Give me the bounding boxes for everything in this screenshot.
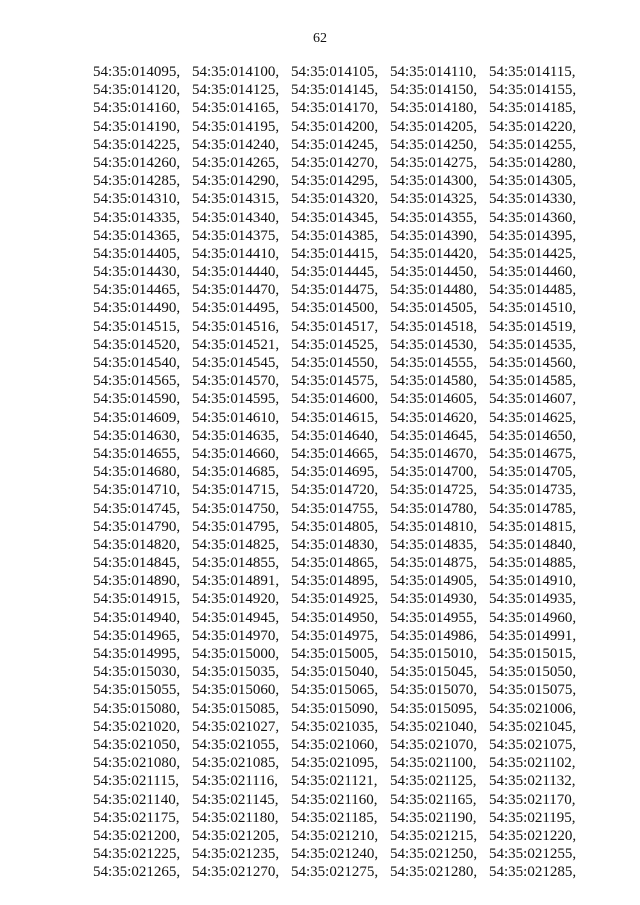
cadastral-number: 54:35:021210, [291, 827, 379, 844]
cadastral-number: 54:35:014390, [390, 227, 478, 244]
cadastral-number: 54:35:014516, [192, 318, 280, 335]
cadastral-number: 54:35:014845, [93, 555, 181, 572]
cadastral-number: 54:35:014605, [390, 391, 478, 408]
cadastral-number: 54:35:015010, [390, 646, 478, 662]
cadastral-number: 54:35:014170, [291, 100, 379, 117]
cadastral-number: 54:35:014595, [192, 391, 280, 408]
cadastral-number: 54:35:015050, [489, 664, 577, 681]
cadastral-number: 54:35:014145, [291, 82, 379, 99]
cadastral-number: 54:35:014755, [291, 500, 379, 517]
cadastral-number: 54:35:014115, [489, 64, 576, 80]
cadastral-number: 54:35:014895, [291, 573, 379, 590]
cadastral-number: 54:35:014518, [390, 318, 478, 335]
cadastral-number: 54:35:021185, [291, 809, 378, 826]
cadastral-number: 54:35:014405, [93, 245, 181, 262]
cadastral-number: 54:35:014505, [390, 300, 478, 317]
cadastral-number: 54:35:014780, [390, 500, 478, 517]
cadastral-number: 54:35:014950, [291, 609, 379, 626]
cadastral-number: 54:35:014470, [192, 282, 280, 299]
cadastral-number: 54:35:014280, [489, 154, 577, 171]
cadastral-number: 54:35:014155, [489, 82, 577, 99]
cadastral-number: 54:35:014220, [489, 118, 577, 135]
cadastral-number: 54:35:015045, [390, 664, 478, 681]
cadastral-number: 54:35:014970, [192, 627, 280, 644]
cadastral-number: 54:35:014655, [93, 445, 181, 462]
cadastral-number: 54:35:014100, [192, 64, 280, 80]
cadastral-number: 54:35:014705, [489, 464, 577, 481]
cadastral-number: 54:35:014305, [489, 173, 577, 190]
cadastral-number: 54:35:014125, [192, 82, 280, 99]
cadastral-number: 54:35:015015, [489, 646, 577, 662]
cadastral-number: 54:35:014430, [93, 264, 181, 281]
cadastral-number: 54:35:014315, [192, 191, 280, 208]
cadastral-number: 54:35:015030, [93, 664, 181, 681]
cadastral-number: 54:35:014890, [93, 573, 181, 590]
cadastral-number: 54:35:021140, [93, 791, 180, 808]
cadastral-number: 54:35:014420, [390, 245, 478, 262]
cadastral-number: 54:35:014519, [489, 318, 577, 335]
cadastral-number: 54:35:014830, [291, 536, 379, 553]
cadastral-number: 54:35:014445, [291, 264, 379, 281]
cadastral-number: 54:35:014255, [489, 136, 577, 153]
cadastral-number: 54:35:014855, [192, 555, 280, 572]
cadastral-number: 54:35:014490, [93, 300, 181, 317]
cadastral-number: 54:35:015070, [390, 682, 478, 699]
cadastral-number: 54:35:014795, [192, 518, 280, 535]
cadastral-number: 54:35:021270, [192, 864, 280, 881]
cadastral-number: 54:35:014955, [390, 609, 478, 626]
cadastral-number: 54:35:014575, [291, 373, 379, 390]
cadastral-number: 54:35:021115, [93, 773, 179, 790]
cadastral-number: 54:35:014840, [489, 536, 577, 553]
cadastral-number: 54:35:014645, [390, 427, 478, 444]
cadastral-number: 54:35:021100, [390, 755, 477, 772]
cadastral-number: 54:35:014515, [93, 318, 181, 335]
cadastral-number: 54:35:014335, [93, 209, 181, 226]
cadastral-number: 54:35:014875, [390, 555, 478, 572]
cadastral-number: 54:35:014105, [291, 64, 379, 80]
cadastral-number: 54:35:014609, [93, 409, 181, 426]
cadastral-number: 54:35:015040, [291, 664, 379, 681]
cadastral-number: 54:35:021220, [489, 827, 577, 844]
cadastral-number: 54:35:021225, [93, 846, 181, 863]
cadastral-number: 54:35:014325, [390, 191, 478, 208]
cadastral-number: 54:35:014550, [291, 355, 379, 371]
cadastral-number: 54:35:021175, [93, 809, 180, 826]
cadastral-number: 54:35:021045, [489, 718, 577, 735]
cadastral-number: 54:35:015060, [192, 682, 280, 699]
cadastral-number: 54:35:021027, [192, 718, 280, 735]
cadastral-number: 54:35:014625, [489, 409, 577, 426]
cadastral-number: 54:35:014310, [93, 191, 181, 208]
cadastral-number: 54:35:015065, [291, 682, 379, 699]
cadastral-number: 54:35:014820, [93, 536, 181, 553]
cadastral-number: 54:35:014670, [390, 445, 478, 462]
cadastral-number: 54:35:014680, [93, 464, 181, 481]
cadastral-number: 54:35:014865, [291, 555, 379, 572]
cadastral-number: 54:35:014700, [390, 464, 478, 481]
cadastral-number: 54:35:014345, [291, 209, 379, 226]
cadastral-number: 54:35:014905, [390, 573, 478, 590]
cadastral-number: 54:35:015055, [93, 682, 181, 699]
cadastral-number: 54:35:014095, [93, 64, 181, 80]
cadastral-number: 54:35:014615, [291, 409, 379, 426]
cadastral-number: 54:35:021255, [489, 846, 577, 863]
cadastral-number: 54:35:021280, [390, 864, 478, 881]
cadastral-number: 54:35:021190, [390, 809, 477, 826]
cadastral-number: 54:35:014290, [192, 173, 280, 190]
cadastral-number: 54:35:021170, [489, 791, 576, 808]
cadastral-number: 54:35:021240, [291, 846, 379, 863]
cadastral-number: 54:35:014465, [93, 282, 181, 299]
cadastral-number: 54:35:014265, [192, 154, 280, 171]
cadastral-number: 54:35:014715, [192, 482, 280, 499]
cadastral-number: 54:35:014935, [489, 591, 577, 608]
cadastral-number: 54:35:014240, [192, 136, 280, 153]
cadastral-number: 54:35:021095, [291, 755, 379, 772]
cadastral-number: 54:35:014986, [390, 627, 478, 644]
cadastral-number: 54:35:014630, [93, 427, 181, 444]
cadastral-number: 54:35:014635, [192, 427, 280, 444]
cadastral-number: 54:35:014185, [489, 100, 577, 117]
cadastral-number: 54:35:014521, [192, 336, 280, 353]
cadastral-number: 54:35:014225, [93, 136, 181, 153]
cadastral-number: 54:35:014530, [390, 336, 478, 353]
cadastral-number: 54:35:014750, [192, 500, 280, 517]
cadastral-number: 54:35:014665, [291, 445, 379, 462]
cadastral-number: 54:35:021275, [291, 864, 379, 881]
cadastral-number: 54:35:014940, [93, 609, 181, 626]
cadastral-number: 54:35:021035, [291, 718, 379, 735]
cadastral-number: 54:35:014250, [390, 136, 478, 153]
cadastral-number: 54:35:014270, [291, 154, 379, 171]
cadastral-number: 54:35:014160, [93, 100, 181, 117]
cadastral-number: 54:35:021165, [390, 791, 477, 808]
cadastral-number: 54:35:014930, [390, 591, 478, 608]
cadastral-number: 54:35:021040, [390, 718, 478, 735]
cadastral-number: 54:35:014545, [192, 355, 280, 371]
cadastral-number: 54:35:015095, [390, 700, 478, 717]
cadastral-number: 54:35:014200, [291, 118, 379, 135]
cadastral-number: 54:35:014710, [93, 482, 181, 499]
cadastral-number: 54:35:014425, [489, 245, 577, 262]
cadastral-number: 54:35:014785, [489, 500, 577, 517]
cadastral-number: 54:35:014395, [489, 227, 577, 244]
cadastral-number: 54:35:014885, [489, 555, 577, 572]
cadastral-number: 54:35:014110, [390, 64, 477, 80]
cadastral-number: 54:35:014570, [192, 373, 280, 390]
cadastral-number: 54:35:014695, [291, 464, 379, 481]
cadastral-number: 54:35:021235, [192, 846, 280, 863]
cadastral-number: 54:35:014440, [192, 264, 280, 281]
cadastral-number: 54:35:014580, [390, 373, 478, 390]
cadastral-number: 54:35:014520, [93, 336, 181, 353]
cadastral-number: 54:35:014300, [390, 173, 478, 190]
cadastral-number: 54:35:014205, [390, 118, 478, 135]
cadastral-number-list [93, 63, 593, 881]
cadastral-number: 54:35:014540, [93, 355, 181, 371]
cadastral-number: 54:35:014915, [93, 591, 181, 608]
cadastral-number: 54:35:014720, [291, 482, 379, 499]
cadastral-number: 54:35:014790, [93, 518, 181, 535]
cadastral-number: 54:35:014925, [291, 591, 379, 608]
cadastral-number: 54:35:014960, [489, 609, 577, 626]
cadastral-number: 54:35:014660, [192, 445, 280, 462]
cadastral-number: 54:35:015090, [291, 700, 379, 717]
cadastral-number: 54:35:021085, [192, 755, 280, 772]
cadastral-number: 54:35:021205, [192, 827, 280, 844]
cadastral-number: 54:35:021075, [489, 736, 577, 753]
cadastral-number: 54:35:021195, [489, 809, 576, 826]
cadastral-number: 54:35:014607, [489, 391, 577, 408]
cadastral-number: 54:35:021125, [390, 773, 477, 790]
cadastral-number: 54:35:014565, [93, 373, 181, 390]
cadastral-number: 54:35:014891, [192, 573, 280, 590]
page-number: 62 [313, 31, 327, 46]
cadastral-number: 54:35:014320, [291, 191, 379, 208]
cadastral-number: 54:35:014650, [489, 427, 577, 444]
cadastral-number: 54:35:014285, [93, 173, 181, 190]
cadastral-number: 54:35:014150, [390, 82, 478, 99]
cadastral-number: 54:35:015085, [192, 700, 280, 717]
cadastral-number: 54:35:014510, [489, 300, 577, 317]
cadastral-number: 54:35:015005, [291, 646, 379, 662]
cadastral-number: 54:35:014815, [489, 518, 577, 535]
cadastral-number: 54:35:014260, [93, 154, 181, 171]
cadastral-number: 54:35:014365, [93, 227, 181, 244]
cadastral-number: 54:35:014555, [390, 355, 478, 371]
cadastral-number: 54:35:014585, [489, 373, 577, 390]
cadastral-number: 54:35:014810, [390, 518, 478, 535]
cadastral-number: 54:35:014675, [489, 445, 577, 462]
cadastral-number: 54:35:014385, [291, 227, 379, 244]
cadastral-number: 54:35:021060, [291, 736, 379, 753]
cadastral-number: 54:35:014640, [291, 427, 379, 444]
cadastral-number: 54:35:014180, [390, 100, 478, 117]
cadastral-number: 54:35:014480, [390, 282, 478, 299]
cadastral-number: 54:35:014525, [291, 336, 379, 353]
cadastral-number: 54:35:014600, [291, 391, 379, 408]
cadastral-number: 54:35:021132, [489, 773, 576, 790]
cadastral-number: 54:35:014805, [291, 518, 379, 535]
cadastral-number: 54:35:021145, [192, 791, 279, 808]
cadastral-number: 54:35:014415, [291, 245, 379, 262]
cadastral-number: 54:35:021180, [192, 809, 279, 826]
cadastral-number: 54:35:014355, [390, 209, 478, 226]
cadastral-number: 54:35:014500, [291, 300, 379, 317]
cadastral-number: 54:35:014375, [192, 227, 280, 244]
cadastral-number: 54:35:014275, [390, 154, 478, 171]
cadastral-number: 54:35:014965, [93, 627, 181, 644]
cadastral-number: 54:35:021070, [390, 736, 478, 753]
cadastral-number: 54:35:015035, [192, 664, 280, 681]
cadastral-number: 54:35:014485, [489, 282, 577, 299]
cadastral-number: 54:35:014745, [93, 500, 181, 517]
cadastral-number: 54:35:014825, [192, 536, 280, 553]
cadastral-number: 54:35:014991, [489, 627, 577, 644]
cadastral-number: 54:35:014360, [489, 209, 577, 226]
cadastral-number: 54:35:015000, [192, 646, 280, 662]
cadastral-number: 54:35:014410, [192, 245, 280, 262]
cadastral-number: 54:35:014725, [390, 482, 478, 499]
cadastral-number: 54:35:014517, [291, 318, 379, 335]
cadastral-number: 54:35:014620, [390, 409, 478, 426]
cadastral-number: 54:35:014495, [192, 300, 280, 317]
cadastral-number: 54:35:021285, [489, 864, 577, 881]
cadastral-number: 54:35:014975, [291, 627, 379, 644]
cadastral-number: 54:35:014190, [93, 118, 181, 135]
cadastral-number: 54:35:014920, [192, 591, 280, 608]
cadastral-number: 54:35:014450, [390, 264, 478, 281]
cadastral-number: 54:35:014475, [291, 282, 379, 299]
cadastral-number: 54:35:014995, [93, 646, 181, 662]
cadastral-number: 54:35:021160, [291, 791, 378, 808]
cadastral-number: 54:35:015075, [489, 682, 577, 699]
cadastral-number: 54:35:021116, [192, 773, 278, 790]
cadastral-number: 54:35:014460, [489, 264, 577, 281]
cadastral-number: 54:35:014120, [93, 82, 181, 99]
cadastral-number: 54:35:021215, [390, 827, 478, 844]
cadastral-number: 54:35:014685, [192, 464, 280, 481]
cadastral-number: 54:35:014245, [291, 136, 379, 153]
cadastral-number: 54:35:021200, [93, 827, 181, 844]
cadastral-number: 54:35:014910, [489, 573, 577, 590]
cadastral-number: 54:35:021250, [390, 846, 478, 863]
cadastral-number: 54:35:021102, [489, 755, 576, 772]
cadastral-number: 54:35:014590, [93, 391, 181, 408]
cadastral-number: 54:35:014610, [192, 409, 280, 426]
cadastral-number: 54:35:021121, [291, 773, 378, 790]
cadastral-number: 54:35:014535, [489, 336, 577, 353]
cadastral-number: 54:35:014165, [192, 100, 280, 117]
cadastral-number: 54:35:021055, [192, 736, 280, 753]
cadastral-number: 54:35:021020, [93, 718, 181, 735]
cadastral-number: 54:35:015080, [93, 700, 181, 717]
cadastral-number: 54:35:014560, [489, 355, 577, 371]
cadastral-number: 54:35:014735, [489, 482, 577, 499]
cadastral-number: 54:35:014340, [192, 209, 280, 226]
cadastral-number: 54:35:014295, [291, 173, 379, 190]
cadastral-number: 54:35:021080, [93, 755, 181, 772]
cadastral-number: 54:35:021050, [93, 736, 181, 753]
cadastral-number: 54:35:021265, [93, 864, 181, 881]
cadastral-number: 54:35:014195, [192, 118, 280, 135]
cadastral-number: 54:35:014945, [192, 609, 280, 626]
cadastral-number: 54:35:021006, [489, 700, 577, 717]
cadastral-number: 54:35:014835, [390, 536, 478, 553]
cadastral-number: 54:35:014330, [489, 191, 577, 208]
